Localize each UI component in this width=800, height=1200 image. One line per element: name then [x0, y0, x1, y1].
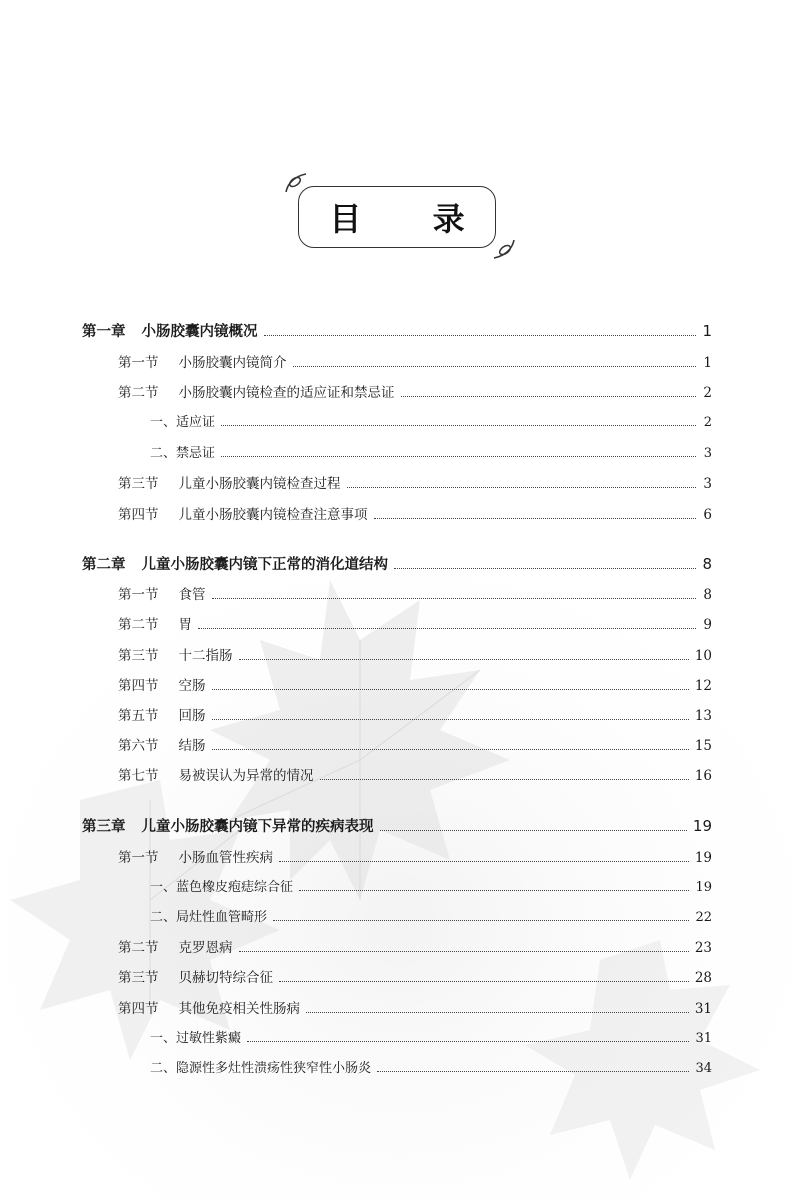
toc-entry-label: 第一节: [118, 355, 159, 371]
toc-section-row[interactable]: [118, 674, 712, 694]
toc-leader-dots: [377, 1071, 689, 1072]
toc-page-number: 6: [703, 507, 712, 523]
toc-section-row[interactable]: [118, 613, 712, 633]
toc-page-number: 12: [694, 678, 712, 694]
toc-entry-label: 第四节: [118, 507, 159, 523]
toc-page-number: 31: [695, 1031, 712, 1046]
toc-leader-dots: [264, 335, 697, 336]
toc-leader-dots: [212, 719, 689, 720]
toc-page-number: 22: [695, 910, 712, 925]
toc-chapter-row[interactable]: [82, 553, 712, 574]
toc-entry-label: 第三章: [82, 819, 126, 835]
toc-leader-dots: [247, 1041, 689, 1042]
toc-entry-title: 易被误认为异常的情况: [178, 768, 314, 784]
toc-entry-title: 隐源性多灶性溃疡性狭窄性小肠炎: [176, 1061, 372, 1076]
toc-entry-label: 第一节: [118, 587, 159, 603]
toc-entry-label: 二、: [150, 1061, 177, 1076]
toc-leader-dots: [239, 951, 689, 952]
toc-entry-title: 局灶性血管畸形: [176, 910, 268, 925]
toc-section-row[interactable]: [118, 583, 712, 603]
toc-page-number: 15: [694, 738, 712, 754]
toc-section-row[interactable]: [118, 351, 712, 371]
toc-page-number: 2: [703, 385, 712, 401]
toc-entry-title: 回肠: [178, 708, 206, 724]
toc-leader-dots: [374, 518, 697, 519]
toc-sub-row[interactable]: [150, 442, 712, 461]
toc-chapter-row[interactable]: [82, 320, 712, 341]
toc-page-number: 8: [703, 587, 712, 603]
toc-entry-label: 第六节: [118, 738, 159, 754]
toc-entry-label: 第一章: [82, 324, 126, 340]
toc-entry-title: 结肠: [178, 738, 206, 754]
toc-page-number: 3: [703, 446, 712, 461]
toc-entry-title: 过敏性紫癜: [176, 1031, 242, 1046]
toc-entry-label: 第三节: [118, 970, 159, 986]
toc-page-number: 1: [703, 355, 712, 371]
toc-entry-title: 适应证: [176, 415, 216, 430]
toc-entry-label: 第五节: [118, 708, 159, 724]
toc-section-row[interactable]: [118, 846, 712, 866]
toc-leader-dots: [306, 1012, 689, 1013]
toc-chapter-row[interactable]: [82, 815, 712, 836]
toc-leader-dots: [380, 830, 687, 831]
toc-entry-title: 儿童小肠胶囊内镜检查注意事项: [178, 507, 368, 523]
toc-page-number: 3: [703, 476, 712, 492]
toc-leader-dots: [279, 861, 689, 862]
toc-leader-dots: [293, 366, 697, 367]
toc-entry-title: 儿童小肠胶囊内镜检查过程: [178, 476, 341, 492]
toc-leader-dots: [273, 920, 689, 921]
toc-section-row[interactable]: [118, 936, 712, 956]
toc-entry-title: 蓝色橡皮疱痣综合征: [176, 880, 294, 895]
toc-section-row[interactable]: [118, 644, 712, 664]
toc-section-row[interactable]: [118, 704, 712, 724]
toc-section-row[interactable]: [118, 764, 712, 784]
toc-entry-label: 第四节: [118, 1001, 159, 1017]
toc-leader-dots: [212, 749, 689, 750]
toc-entry-label: 二、: [150, 910, 177, 925]
toc-entry-title: 其他免疫相关性肠病: [178, 1001, 300, 1017]
toc-entry-label: 第三节: [118, 476, 159, 492]
toc-leader-dots: [221, 425, 696, 426]
toc-entry-label: 第二节: [118, 617, 159, 633]
toc-entry-label: 第四节: [118, 678, 159, 694]
toc-sub-row[interactable]: [150, 411, 712, 430]
toc-leader-dots: [347, 487, 697, 488]
toc-section-row[interactable]: [118, 966, 712, 986]
toc-leader-dots: [239, 659, 689, 660]
toc-entry-title: 食管: [178, 587, 206, 603]
toc-sub-row[interactable]: [150, 906, 712, 925]
toc-leader-dots: [401, 396, 697, 397]
toc-page-number: 9: [703, 617, 712, 633]
toc-page-number: 19: [694, 850, 712, 866]
toc-page-number: 31: [694, 1001, 712, 1017]
toc-page-number: 19: [695, 880, 712, 895]
toc-page-number: 19: [692, 817, 712, 835]
toc-entry-label: 第二节: [118, 385, 159, 401]
toc-entry-title: 小肠血管性疾病: [178, 850, 273, 866]
toc-leader-dots: [320, 779, 689, 780]
toc-leader-dots: [221, 456, 696, 457]
toc-leader-dots: [394, 568, 696, 569]
toc-page-number: 8: [702, 555, 712, 573]
toc-entry-label: 第七节: [118, 768, 159, 784]
toc-leader-dots: [212, 689, 689, 690]
toc-entry-label: 第二章: [82, 557, 126, 573]
toc-sub-row[interactable]: [150, 1057, 712, 1076]
toc-sub-row[interactable]: [150, 876, 712, 895]
toc-entry-title: 禁忌证: [176, 446, 216, 461]
toc-section-row[interactable]: [118, 503, 712, 523]
toc-page-number: 2: [703, 415, 712, 430]
toc-section-row[interactable]: [118, 734, 712, 754]
toc-entry-label: 第一节: [118, 850, 159, 866]
toc-entry-title: 胃: [178, 617, 192, 633]
toc-leader-dots: [212, 598, 697, 599]
toc-entry-title: 儿童小肠胶囊内镜下正常的消化道结构: [141, 557, 388, 573]
toc-entry-title: 小肠胶囊内镜简介: [178, 355, 287, 371]
toc-section-row[interactable]: [118, 997, 712, 1017]
toc-entry-title: 贝赫切特综合征: [178, 970, 273, 986]
toc-page-number: 10: [694, 648, 712, 664]
toc-entry-title: 空肠: [178, 678, 206, 694]
toc-page-number: 23: [694, 940, 712, 956]
toc-entry-label: 一、: [150, 1031, 177, 1046]
page-title-box: [298, 186, 496, 248]
toc-entry-label: 第三节: [118, 648, 159, 664]
toc-section-row[interactable]: [118, 472, 712, 492]
toc-page-number: 34: [695, 1061, 712, 1076]
toc-sub-row[interactable]: [150, 1027, 712, 1046]
toc-entry-label: 一、: [150, 880, 177, 895]
toc-leader-dots: [279, 981, 689, 982]
toc-entry-title: 小肠胶囊内镜概况: [141, 324, 258, 340]
toc-entry-label: 二、: [150, 446, 177, 461]
toc-entry-title: 十二指肠: [178, 648, 233, 664]
toc-entry-label: 第二节: [118, 940, 159, 956]
toc-page-number: 1: [702, 322, 712, 340]
toc-leader-dots: [198, 628, 696, 629]
toc-section-row[interactable]: [118, 381, 712, 401]
toc-page-number: 28: [694, 970, 712, 986]
toc-entry-label: 一、: [150, 415, 177, 430]
toc-page-number: 16: [694, 768, 712, 784]
toc-entry-title: 克罗恩病: [178, 940, 233, 956]
toc-leader-dots: [299, 890, 689, 891]
toc-entry-title: 儿童小肠胶囊内镜下异常的疾病表现: [141, 819, 374, 835]
page-title: 目 录: [329, 200, 495, 238]
toc-page-number: 13: [694, 708, 712, 724]
toc-entry-title: 小肠胶囊内镜检查的适应证和禁忌证: [178, 385, 395, 401]
